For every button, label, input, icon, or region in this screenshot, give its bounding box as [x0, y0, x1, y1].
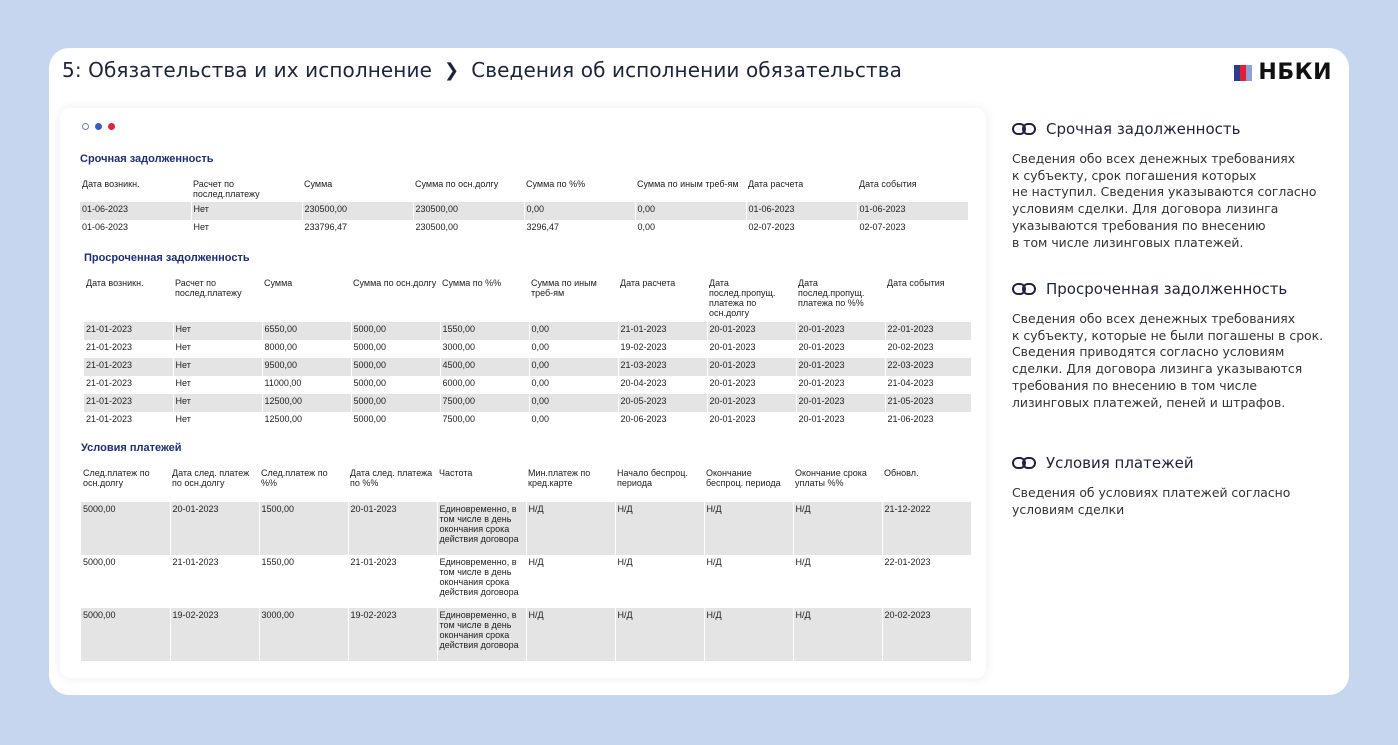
breadcrumb-section[interactable]: 5: Обязательства и их исполнение — [62, 58, 432, 82]
payment-terms-table — [81, 466, 971, 661]
table-row — [81, 555, 971, 608]
link-icon — [1012, 456, 1036, 470]
table-cell: 20-01-2023 — [796, 412, 885, 430]
table-row — [84, 412, 971, 430]
info-text: Сведения обо всех денежных требованиях к субъекту, которые не были погашены в срок. Сведения приводятся согласно условиям сделки. Для договора лизинга указываются требования по внесению в том числе лизинговых платежей, пеней и штрафов. — [1012, 311, 1324, 410]
table-cell: 1500,00 — [259, 502, 348, 555]
table-cell: 20-01-2023 — [707, 412, 796, 430]
table-cell: 01-06-2023 — [82, 222, 129, 232]
column-header: Дата след. платежа по %% — [350, 468, 433, 488]
table-cell: 230500,00 — [413, 220, 524, 238]
column-header: След.платеж по %% — [261, 468, 328, 488]
table-cell: 21-05-2023 — [885, 394, 971, 412]
table-cell: 22-03-2023 — [885, 358, 971, 376]
column-header: Дата возникн. — [82, 179, 140, 189]
table-cell: 5000,00 — [351, 340, 440, 358]
table-row — [84, 322, 971, 340]
table-cell: Н/Д — [526, 608, 615, 661]
column-header: Расчет по послед.платежу — [193, 179, 260, 199]
info-title: Просроченная задолженность — [1046, 280, 1288, 298]
table-cell: 0,00 — [529, 322, 618, 340]
table-cell: 20-01-2023 — [707, 340, 796, 358]
table-cell: 5000,00 — [351, 376, 440, 394]
table-cell: Н/Д — [615, 502, 704, 555]
table-row — [84, 358, 971, 376]
table-cell: Н/Д — [704, 608, 793, 661]
table-cell: 4500,00 — [440, 358, 529, 376]
table-cell: Нет — [173, 394, 262, 412]
table-cell: 22-01-2023 — [882, 555, 971, 608]
current-debt-title: Срочная задолженность — [80, 153, 214, 165]
column-header: Окончание беспроц. периода — [706, 468, 781, 488]
column-header: Сумма — [304, 179, 333, 189]
table-cell: 21-12-2022 — [882, 502, 971, 555]
table-row — [81, 608, 971, 661]
table-cell: 21-01-2023 — [86, 378, 133, 388]
table-row — [80, 220, 968, 238]
table-cell: 21-03-2023 — [618, 358, 707, 376]
table-cell: 20-04-2023 — [618, 376, 707, 394]
table-cell: 21-01-2023 — [84, 358, 173, 376]
table-cell: 5000,00 — [351, 322, 440, 340]
column-header: Мин.платеж по кред.карте — [528, 468, 591, 488]
column-header: След.платеж по осн.долгу — [83, 468, 150, 488]
table-cell: Нет — [173, 322, 262, 340]
column-header: Сумма по %% — [526, 179, 586, 189]
table-cell: 6000,00 — [440, 376, 529, 394]
table-cell: 5000,00 — [81, 608, 170, 661]
table-cell: Н/Д — [793, 502, 882, 555]
column-header: Начало беспроц. периода — [617, 468, 688, 488]
column-header: Дата события — [887, 278, 945, 288]
table-cell: 20-01-2023 — [348, 502, 437, 555]
table-cell: Н/Д — [704, 502, 793, 555]
table-cell: 20-01-2023 — [707, 394, 796, 412]
table-cell: Н/Д — [526, 502, 615, 555]
table-cell: Нет — [191, 202, 302, 220]
table-cell: 7500,00 — [440, 394, 529, 412]
table-cell: 20-01-2023 — [707, 376, 796, 394]
breadcrumb — [62, 58, 902, 82]
table-cell: 230500,00 — [413, 202, 524, 220]
payment-terms-title: Условия платежей — [81, 442, 182, 454]
dot-red-icon — [108, 123, 115, 130]
table-cell: 20-02-2023 — [882, 608, 971, 661]
table-cell: 20-01-2023 — [796, 394, 885, 412]
table-cell: 5000,00 — [351, 394, 440, 412]
table-cell: 21-04-2023 — [885, 376, 971, 394]
table-cell: 21-06-2023 — [885, 412, 971, 430]
column-header: Сумма по иным треб-ям — [637, 179, 739, 189]
table-row — [84, 340, 971, 358]
nbki-logo — [1234, 60, 1332, 85]
info-text: Сведения обо всех денежных требованиях к субъекту, срок погашения которых не наступил. Сведения указываются согласно условиям сделки. Для договора лизинга указываются требования по внесению в том числе лизинговых платежей. — [1012, 151, 1317, 250]
table-cell: 12500,00 — [262, 394, 351, 412]
column-header: Дата расчета — [748, 179, 804, 189]
table-cell: 19-02-2023 — [170, 608, 259, 661]
dot-outline-icon — [82, 123, 89, 130]
info-text: Сведения об условиях платежей согласно условиям сделки — [1012, 485, 1291, 517]
column-header: Расчет по послед.платежу — [175, 278, 242, 298]
table-cell: 20-01-2023 — [796, 322, 885, 340]
table-cell: Н/Д — [704, 555, 793, 608]
info-current-debt — [1012, 120, 1316, 251]
table-cell: 22-01-2023 — [885, 322, 971, 340]
table-cell: 6550,00 — [262, 322, 351, 340]
table-cell: 0,00 — [529, 394, 618, 412]
column-header: Сумма по осн.долгу — [353, 278, 437, 288]
table-cell: 5000,00 — [81, 502, 170, 555]
overdue-debt-title: Просроченная задолженность — [84, 252, 250, 264]
column-header: Дата след. платеж по осн.долгу — [172, 468, 250, 488]
table-cell: 20-02-2023 — [885, 340, 971, 358]
table-cell: 20-05-2023 — [618, 394, 707, 412]
table-cell: 9500,00 — [262, 358, 351, 376]
column-header: Дата послед.пропущ. платежа по %% — [798, 278, 865, 308]
table-cell: 20-06-2023 — [618, 412, 707, 430]
table-cell: 21-01-2023 — [170, 555, 259, 608]
table-cell: Нет — [173, 376, 262, 394]
table-cell: Нет — [173, 340, 262, 358]
table-cell: 20-01-2023 — [170, 502, 259, 555]
report-document — [60, 108, 986, 678]
table-cell: 230500,00 — [302, 202, 413, 220]
table-cell: 5000,00 — [83, 557, 116, 567]
link-icon — [1012, 122, 1036, 136]
table-cell: 0,00 — [635, 202, 746, 220]
table-row — [84, 376, 971, 394]
overdue-debt-table — [84, 276, 971, 430]
table-cell: 02-07-2023 — [746, 220, 857, 238]
table-cell: 21-01-2023 — [86, 342, 133, 352]
column-header: Сумма по осн.долгу — [415, 179, 499, 189]
table-cell: Единовременно, в том числе в день окончания срока действия договора — [437, 502, 526, 555]
table-cell: 233796,47 — [302, 220, 413, 238]
table-cell: 20-01-2023 — [796, 358, 885, 376]
window-dots — [82, 123, 115, 130]
table-cell: 20-01-2023 — [796, 340, 885, 358]
table-cell: 19-02-2023 — [618, 340, 707, 358]
table-row — [80, 202, 968, 220]
table-cell: Н/Д — [526, 555, 615, 608]
table-cell: 3296,47 — [524, 220, 635, 238]
table-cell: Н/Д — [793, 608, 882, 661]
column-header: Сумма по %% — [442, 278, 502, 288]
table-cell: 1550,00 — [259, 555, 348, 608]
column-header: Частота — [439, 468, 473, 478]
table-cell: 21-01-2023 — [618, 322, 707, 340]
column-header: Дата события — [859, 179, 917, 189]
breadcrumb-subsection: Сведения об исполнении обязательства — [471, 58, 902, 82]
table-row — [81, 502, 971, 555]
column-header: Дата возникн. — [86, 278, 144, 288]
column-header: Дата послед.пропущ. платежа по осн.долгу — [709, 278, 776, 318]
table-cell: 0,00 — [524, 202, 635, 220]
table-cell: 20-01-2023 — [707, 322, 796, 340]
table-cell: 1550,00 — [440, 322, 529, 340]
table-cell: 21-01-2023 — [86, 414, 133, 424]
table-cell: 21-01-2023 — [84, 394, 173, 412]
dot-blue-icon — [95, 123, 102, 130]
table-cell: 0,00 — [529, 376, 618, 394]
table-cell: 0,00 — [529, 340, 618, 358]
table-cell: 21-01-2023 — [84, 322, 173, 340]
table-cell: 02-07-2023 — [857, 220, 968, 238]
table-cell: 0,00 — [529, 412, 618, 430]
table-cell: 12500,00 — [262, 412, 351, 430]
table-cell: 01-06-2023 — [80, 202, 191, 220]
link-icon — [1012, 282, 1036, 296]
table-cell: 01-06-2023 — [857, 202, 968, 220]
table-cell: 8000,00 — [262, 340, 351, 358]
table-cell: Н/Д — [793, 555, 882, 608]
table-cell: Нет — [173, 412, 262, 430]
table-cell: Единовременно, в том числе в день окончания срока действия договора — [437, 555, 526, 608]
table-cell: Н/Д — [615, 608, 704, 661]
logo-text: НБКИ — [1258, 60, 1332, 85]
column-header: Сумма — [264, 278, 293, 288]
info-title: Условия платежей — [1046, 454, 1194, 472]
table-cell: 01-06-2023 — [746, 202, 857, 220]
table-cell: 5000,00 — [351, 358, 440, 376]
table-cell: 21-01-2023 — [348, 555, 437, 608]
table-cell: 7500,00 — [440, 412, 529, 430]
table-cell: Нет — [173, 358, 262, 376]
table-cell: 11000,00 — [262, 376, 351, 394]
info-payment-terms — [1012, 454, 1290, 518]
table-row — [84, 394, 971, 412]
column-header: Обновл. — [884, 468, 919, 478]
info-title: Срочная задолженность — [1046, 120, 1241, 138]
current-debt-table — [80, 177, 968, 238]
column-header: Окончание срока уплаты %% — [795, 468, 867, 488]
table-cell: 19-02-2023 — [348, 608, 437, 661]
column-header: Дата расчета — [620, 278, 676, 288]
table-cell: 0,00 — [635, 220, 746, 238]
column-header: Сумма по иным треб-ям — [531, 278, 597, 298]
logo-mark-icon — [1234, 65, 1252, 81]
table-cell: Нет — [191, 220, 302, 238]
info-overdue-debt — [1012, 280, 1323, 411]
table-cell: 0,00 — [529, 358, 618, 376]
table-cell: Н/Д — [615, 555, 704, 608]
table-cell: 3000,00 — [259, 608, 348, 661]
table-cell: 20-01-2023 — [707, 358, 796, 376]
table-cell: 3000,00 — [440, 340, 529, 358]
chevron-right-icon: ❯ — [444, 59, 460, 81]
table-cell: Единовременно, в том числе в день окончания срока действия договора — [437, 608, 526, 661]
table-cell: 5000,00 — [351, 412, 440, 430]
table-cell: 20-01-2023 — [796, 376, 885, 394]
